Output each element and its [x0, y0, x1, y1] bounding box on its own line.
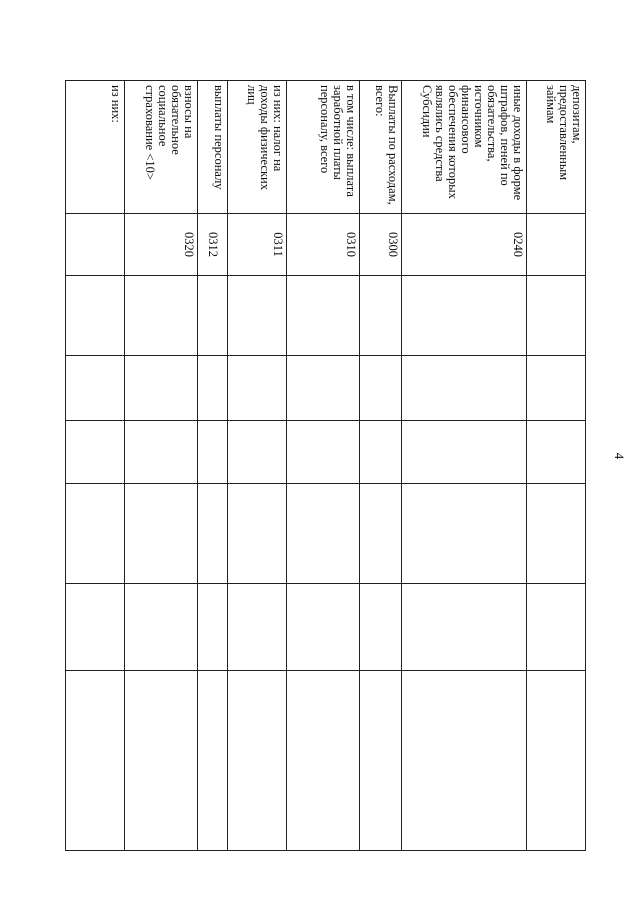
table-cell [198, 421, 228, 484]
table-cell [66, 484, 125, 584]
table-cell [360, 484, 402, 584]
table-cell [527, 584, 586, 671]
row-label: депозитам, предоставленным займам [527, 81, 586, 214]
table-cell [527, 356, 586, 421]
table-cell [198, 484, 228, 584]
row-code: 0312 [198, 214, 228, 276]
table-cell [287, 584, 360, 671]
row-label: из них: налог на доходы физических лиц [228, 81, 287, 214]
table-cell [66, 671, 125, 851]
table-cell [402, 276, 527, 356]
table-cell [125, 276, 198, 356]
table-cell [125, 484, 198, 584]
table-cell [287, 356, 360, 421]
table-cell [360, 421, 402, 484]
table-cell [287, 276, 360, 356]
table-cell [228, 671, 287, 851]
table-cell [198, 584, 228, 671]
table-cell [66, 421, 125, 484]
table-cell [527, 421, 586, 484]
table-cell [66, 356, 125, 421]
table-cell [402, 356, 527, 421]
table-row [402, 81, 527, 851]
table-row [228, 81, 287, 851]
table-cell [360, 356, 402, 421]
table-cell [527, 276, 586, 356]
table-cell [287, 671, 360, 851]
page-number: 4 [612, 452, 627, 460]
row-code [66, 214, 125, 276]
table-cell [228, 584, 287, 671]
table-cell [527, 484, 586, 584]
table-row [198, 81, 228, 851]
row-code: 0320 [125, 214, 198, 276]
row-code: 0310 [287, 214, 360, 276]
table-cell [402, 484, 527, 584]
row-label: Выплаты по расходам, всего: [360, 81, 402, 214]
table-row [125, 81, 198, 851]
table-cell [66, 584, 125, 671]
table-cell [125, 421, 198, 484]
row-label: иные доходы в форме штрафов, пеней по обязательства, источником финансового обеспечения которых являлись средства Субсидии [402, 81, 527, 214]
table-cell [287, 484, 360, 584]
table-cell [360, 276, 402, 356]
table-cell [402, 671, 527, 851]
table-cell [125, 584, 198, 671]
table-cell [198, 276, 228, 356]
table-cell [287, 421, 360, 484]
table-cell [198, 671, 228, 851]
table-row [66, 81, 125, 851]
table-cell [228, 421, 287, 484]
table-cell [228, 484, 287, 584]
table-cell [228, 356, 287, 421]
table-cell [360, 584, 402, 671]
table-cell [125, 671, 198, 851]
row-code: 0300 [360, 214, 402, 276]
table-cell [360, 671, 402, 851]
table-row [527, 81, 586, 851]
row-label: в том числе: выплата заработной платы персоналу, всего [287, 81, 360, 214]
row-code: 0311 [228, 214, 287, 276]
table-cell [125, 356, 198, 421]
table-row [360, 81, 402, 851]
table-cell [527, 671, 586, 851]
row-label: выплаты персоналу [198, 81, 228, 214]
row-code [527, 214, 586, 276]
table-cell [402, 584, 527, 671]
table-cell [66, 276, 125, 356]
table-cell [402, 421, 527, 484]
row-code: 0240 [402, 214, 527, 276]
table-row [287, 81, 360, 851]
form-table [65, 80, 586, 851]
row-label: взносы на обязательное социальное страхование <10> [125, 81, 198, 214]
rotated-table-wrapper [66, 80, 586, 850]
table-cell [198, 356, 228, 421]
table-cell [228, 276, 287, 356]
row-label: из них: [66, 81, 125, 214]
